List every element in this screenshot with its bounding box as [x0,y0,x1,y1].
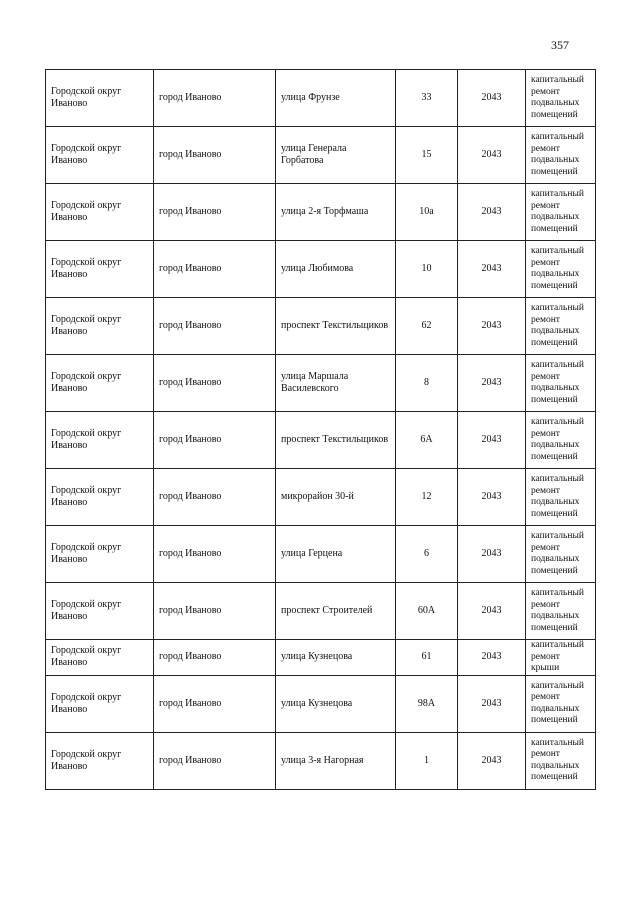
year-cell: 2043 [458,70,526,127]
municipality-cell: Городской округ Иваново [46,70,154,127]
work-type-cell: капитальный ремонт подвальных помещений [526,241,596,298]
table-row [46,583,596,640]
table-row [46,355,596,412]
work-type-cell: капитальный ремонт подвальных помещений [526,184,596,241]
work-type-cell: капитальный ремонт подвальных помещений [526,526,596,583]
table-body [46,70,596,790]
year-cell: 2043 [458,526,526,583]
city-cell: город Иваново [154,184,276,241]
repair-schedule-table [45,69,596,790]
street-cell: улица Генерала Горбатова [276,127,396,184]
house-number-cell: 10а [396,184,458,241]
table-row [46,469,596,526]
house-number-cell: 12 [396,469,458,526]
table-row [46,412,596,469]
table-row [46,675,596,732]
house-number-cell: 8 [396,355,458,412]
municipality-cell: Городской округ Иваново [46,583,154,640]
house-number-cell: 98А [396,675,458,732]
city-cell: город Иваново [154,355,276,412]
year-cell: 2043 [458,732,526,789]
table-row [46,298,596,355]
house-number-cell: 6 [396,526,458,583]
work-type-cell: капитальный ремонт подвальных помещений [526,127,596,184]
city-cell: город Иваново [154,127,276,184]
year-cell: 2043 [458,583,526,640]
municipality-cell: Городской округ Иваново [46,640,154,676]
city-cell: город Иваново [154,241,276,298]
year-cell: 2043 [458,412,526,469]
work-type-cell: капитальный ремонт подвальных помещений [526,732,596,789]
year-cell: 2043 [458,298,526,355]
year-cell: 2043 [458,184,526,241]
municipality-cell: Городской округ Иваново [46,675,154,732]
city-cell: город Иваново [154,469,276,526]
page-number: 357 [551,38,569,52]
work-type-cell: капитальный ремонт подвальных помещений [526,355,596,412]
street-cell: улица Кузнецова [276,675,396,732]
house-number-cell: 1 [396,732,458,789]
street-cell: проспект Строителей [276,583,396,640]
municipality-cell: Городской округ Иваново [46,127,154,184]
table-row [46,241,596,298]
street-cell: микрорайон 30-й [276,469,396,526]
street-cell: проспект Текстильщиков [276,298,396,355]
house-number-cell: 15 [396,127,458,184]
year-cell: 2043 [458,640,526,676]
work-type-cell: капитальный ремонт подвальных помещений [526,675,596,732]
house-number-cell: 10 [396,241,458,298]
street-cell: проспект Текстильщиков [276,412,396,469]
table-row [46,127,596,184]
table-row [46,70,596,127]
city-cell: город Иваново [154,583,276,640]
street-cell: улица Кузнецова [276,640,396,676]
table-row [46,640,596,676]
house-number-cell: 33 [396,70,458,127]
table-row [46,526,596,583]
table-row [46,184,596,241]
street-cell: улица 2-я Торфмаша [276,184,396,241]
year-cell: 2043 [458,127,526,184]
work-type-cell: капитальный ремонт крыши [526,640,596,676]
street-cell: улица Маршала Василевского [276,355,396,412]
city-cell: город Иваново [154,412,276,469]
city-cell: город Иваново [154,675,276,732]
city-cell: город Иваново [154,732,276,789]
municipality-cell: Городской округ Иваново [46,355,154,412]
street-cell: улица Фрунзе [276,70,396,127]
house-number-cell: 60А [396,583,458,640]
year-cell: 2043 [458,355,526,412]
street-cell: улица 3-я Нагорная [276,732,396,789]
house-number-cell: 6А [396,412,458,469]
work-type-cell: капитальный ремонт подвальных помещений [526,70,596,127]
municipality-cell: Городской округ Иваново [46,469,154,526]
municipality-cell: Городской округ Иваново [46,184,154,241]
street-cell: улица Любимова [276,241,396,298]
city-cell: город Иваново [154,640,276,676]
city-cell: город Иваново [154,298,276,355]
work-type-cell: капитальный ремонт подвальных помещений [526,412,596,469]
municipality-cell: Городской округ Иваново [46,298,154,355]
year-cell: 2043 [458,675,526,732]
work-type-cell: капитальный ремонт подвальных помещений [526,298,596,355]
city-cell: город Иваново [154,526,276,583]
year-cell: 2043 [458,469,526,526]
work-type-cell: капитальный ремонт подвальных помещений [526,469,596,526]
street-cell: улица Герцена [276,526,396,583]
house-number-cell: 62 [396,298,458,355]
table-row [46,732,596,789]
municipality-cell: Городской округ Иваново [46,412,154,469]
work-type-cell: капитальный ремонт подвальных помещений [526,583,596,640]
year-cell: 2043 [458,241,526,298]
municipality-cell: Городской округ Иваново [46,732,154,789]
house-number-cell: 61 [396,640,458,676]
municipality-cell: Городской округ Иваново [46,241,154,298]
municipality-cell: Городской округ Иваново [46,526,154,583]
city-cell: город Иваново [154,70,276,127]
